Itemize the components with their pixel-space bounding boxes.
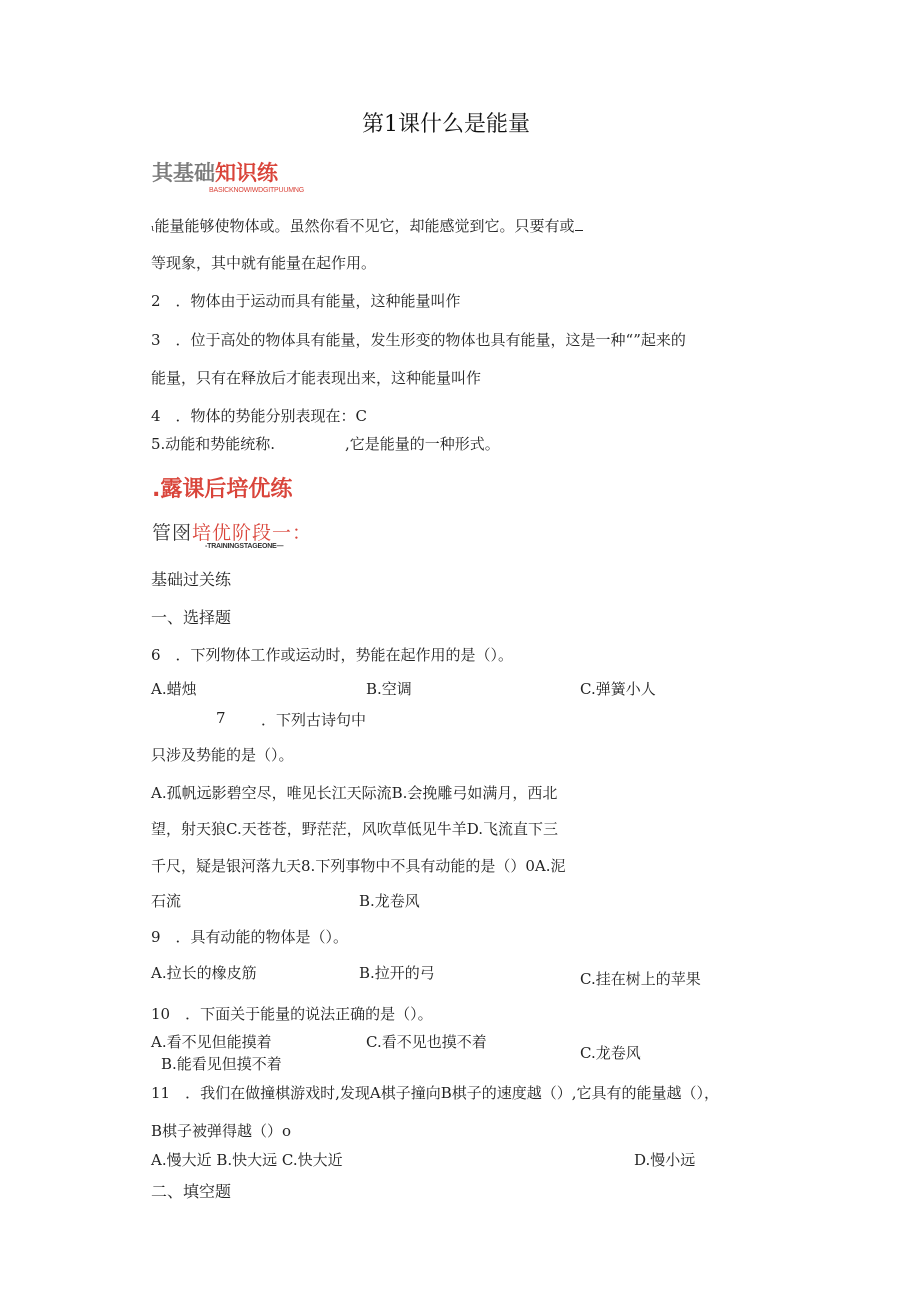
section-basic-header <box>152 157 278 187</box>
q7-text-a: ．下列古诗句中 <box>261 711 367 729</box>
q8-option-b: B.龙卷风 <box>359 892 420 910</box>
question-3-line2: 能量，只有在释放后才能表现出来，这种能量叫作 <box>151 369 482 387</box>
question-6: 6 ．下列物体工作或运动时，势能在起作用的是（）。 <box>151 646 514 664</box>
q7-line2: 望，射天狼C.天苍苍，野茫茫，风吹草低见牛羊D.飞流直下三 <box>151 820 558 838</box>
q6-option-a: A.蜡烛 <box>151 680 197 698</box>
q7-number: 7 <box>216 709 226 727</box>
stage-part1: 管囹 <box>152 522 193 544</box>
pass-label: 基础过关练 <box>151 570 232 589</box>
question-11-line2: B棋子被弹得越（）o <box>151 1122 292 1140</box>
q10-option-c1: C.看不见也摸不着 <box>366 1033 487 1051</box>
q11-options-abc: A.慢大近 B.快大远 C.快大近 <box>151 1151 343 1169</box>
q9-option-c: C.挂在树上的苹果 <box>580 970 701 988</box>
q7-text-b: 只涉及势能的是（）。 <box>151 746 294 764</box>
q10-option-a: A.看不见但能摸着 <box>151 1033 272 1051</box>
q9-option-b: B.拉开的弓 <box>359 964 435 982</box>
question-5-b: ,它是能量的一种形式。 <box>345 435 500 453</box>
fill-header: 二、填空题 <box>151 1182 232 1201</box>
q9-option-a: A.拉长的橡皮筋 <box>151 964 257 982</box>
stage-part2: 培优阶段一： <box>192 522 313 544</box>
question-11-line1: 11 ．我们在做撞棋游戏时,发现A棋子撞向B棋子的速度越（）,它具有的能量越（）， <box>151 1084 719 1102</box>
choice-header: 一、选择题 <box>151 608 232 627</box>
q7-line1: A.孤帆远影碧空尽，唯见长江天际流B.会挽雕弓如满月，西北 <box>151 784 558 802</box>
section-after-header: .露课后培优练 <box>152 477 293 502</box>
stage-header <box>152 518 312 545</box>
section-basic-part1: 其基础 <box>152 161 215 185</box>
stage-subtitle: -TRAININGSTAGEONE— <box>205 543 284 550</box>
question-2: 2 ．物体由于运动而具有能量，这种能量叫作 <box>151 292 461 310</box>
section-basic-subtitle: BASICKNOWIWDGITPUUMNG <box>209 187 304 194</box>
question-5-a: 5.动能和势能统称. <box>151 435 276 453</box>
q6-option-c: C.弹簧小人 <box>580 680 656 698</box>
page-title: 第1课什么是能量 <box>362 112 530 137</box>
question-9: 9 ．具有动能的物体是（）。 <box>151 928 349 946</box>
blank-line <box>575 220 583 231</box>
q11-option-d: D.慢小远 <box>634 1151 696 1169</box>
q1-text: 能量能够使物体或。虽然你看不见它，却能感觉到它。只要有或 <box>154 217 575 235</box>
q10-option-b: B.能看见但摸不着 <box>161 1055 282 1073</box>
q10-option-c2: C.龙卷风 <box>580 1044 641 1062</box>
q6-option-b: B.空调 <box>366 680 412 698</box>
question-1-line2: 等现象，其中就有能量在起作用。 <box>151 254 377 272</box>
q1-prefix: ι <box>151 224 155 234</box>
question-4: 4 ．物体的势能分别表现在：C <box>151 407 368 425</box>
question-10: 10 ．下面关于能量的说法正确的是（）。 <box>151 1005 433 1023</box>
question-3-line1: 3 ．位于高处的物体具有能量，发生形变的物体也具有能量，这是一种“”起来的 <box>151 331 686 349</box>
question-1-line1 <box>151 215 583 236</box>
q7-line3: 千尺，疑是银河落九天8.下列事物中不具有动能的是（）0A.泥 <box>151 857 566 875</box>
section-basic-part2: 知识练 <box>215 161 278 185</box>
q8-option-a: 石流 <box>151 892 182 910</box>
